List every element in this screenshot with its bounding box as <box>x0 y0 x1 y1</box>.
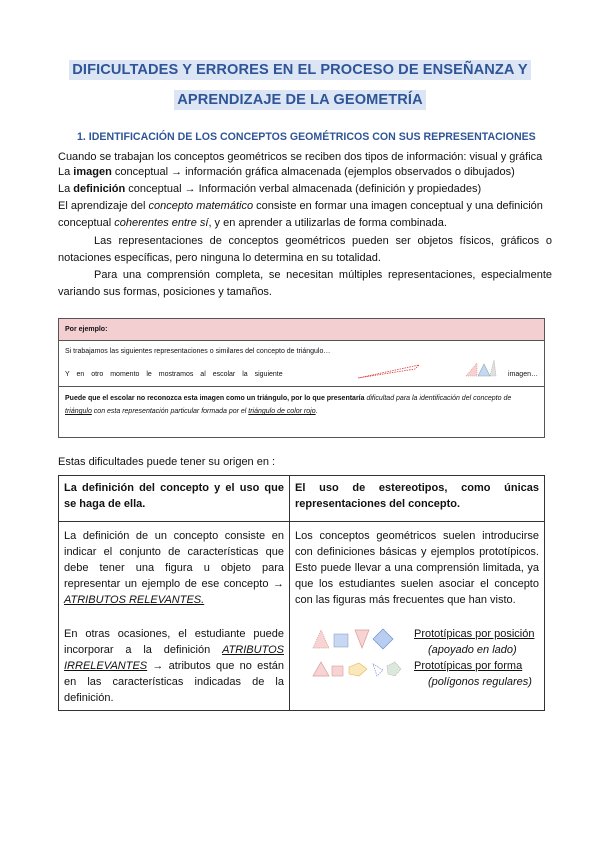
table-cell-definition: La definición de un concepto consiste en indicar el conjunto de características que debe tener una figura u objeto para representar un ejemplo de ese concepto → ATRIBUTOS RELEVANTES. En otras ocasiones, el estudiante puede incorporar a la definición ATRIBUTOS IRRELEVANTES → atributos que no están en las características indicadas de la definición. <box>59 522 290 711</box>
example-footnote: Puede que el escolar no reconozca esta imagen como un triángulo, por lo que presentaría dificultad para la identificación del concepto de triángulo con esta representación particular formada por el triángulo de color rojo. <box>65 395 512 415</box>
section-heading: 1. IDENTIFICACIÓN DE LOS CONCEPTOS GEOMÉTRICOS CON SUS REPRESENTACIONES <box>77 131 536 143</box>
page-title-line2: APRENDIZAJE DE LA GEOMETRÍA <box>0 92 600 108</box>
triangle-examples-icon <box>465 359 497 377</box>
paragraph-line: Las representaciones de conceptos geométricos pueden ser objetos físicos, gráficos o <box>94 235 552 247</box>
red-triangle-icon <box>357 363 421 379</box>
table-intro: Estas dificultades puede tener su origen en : <box>58 456 276 468</box>
paragraph-line: Para una comprensión completa, se necesitan múltiples representaciones, especialmente <box>94 269 552 281</box>
paragraph-line: variando sus formas, posiciones y tamaños. <box>58 286 272 298</box>
paragraph-line: notaciones específicas, pero ninguna lo determina en su totalidad. <box>58 252 381 264</box>
example-body <box>59 341 544 387</box>
comparison-table <box>58 475 545 711</box>
paragraph-line: La definición conceptual → Información verbal almacenada (definición y propiedades) <box>58 183 482 195</box>
example-box <box>58 318 545 438</box>
proto-shape-label: Prototípicas por forma <box>414 660 523 672</box>
paragraph-line: Cuando se trabajan los conceptos geométricos se reciben dos tipos de información: visual y gráfica <box>58 151 543 163</box>
paragraph-line: El aprendizaje del concepto matemático consiste en formar una imagen conceptual y una definición <box>58 200 543 212</box>
table-header-cell: La definición del concepto y el uso que se haga de ella. <box>59 476 290 522</box>
prototype-shapes-icon <box>311 626 406 686</box>
table-header-cell: El uso de estereotipos, como únicas representaciones del concepto. <box>290 476 545 522</box>
proto-position-label: Prototípicas por posición <box>414 628 535 640</box>
proto-position-sub: (apoyado en lado) <box>428 644 517 656</box>
example-line: Y en otro momento le mostramos al escolar la siguiente <box>65 371 283 378</box>
example-line: Si trabajamos las siguientes representaciones o similares del concepto de triángulo… <box>65 348 331 355</box>
proto-shape-sub: (polígonos regulares) <box>428 676 532 688</box>
page-title-line1: DIFICULTADES Y ERRORES EN EL PROCESO DE ENSEÑANZA Y <box>0 62 600 78</box>
table-cell-stereotypes <box>290 522 545 711</box>
paragraph-line: conceptual coherentes entre sí, y en aprender a utilizarlas de forma combinada. <box>58 217 447 229</box>
stereotypes-text: Los conceptos geométricos suelen introducirse con definiciones básicas y ejemplos prototípicos. Esto puede llevar a una comprensión limitada, ya que los estudiantes suelen asociar el concepto con las figuras más frecuentes que han visto. <box>295 530 539 606</box>
example-line-end: imagen… <box>508 371 538 378</box>
example-header: Por ejemplo: <box>59 319 544 341</box>
prototype-examples <box>295 626 539 686</box>
paragraph-line: La imagen conceptual → información gráfica almacenada (ejemplos observados o dibujados) <box>58 166 515 178</box>
